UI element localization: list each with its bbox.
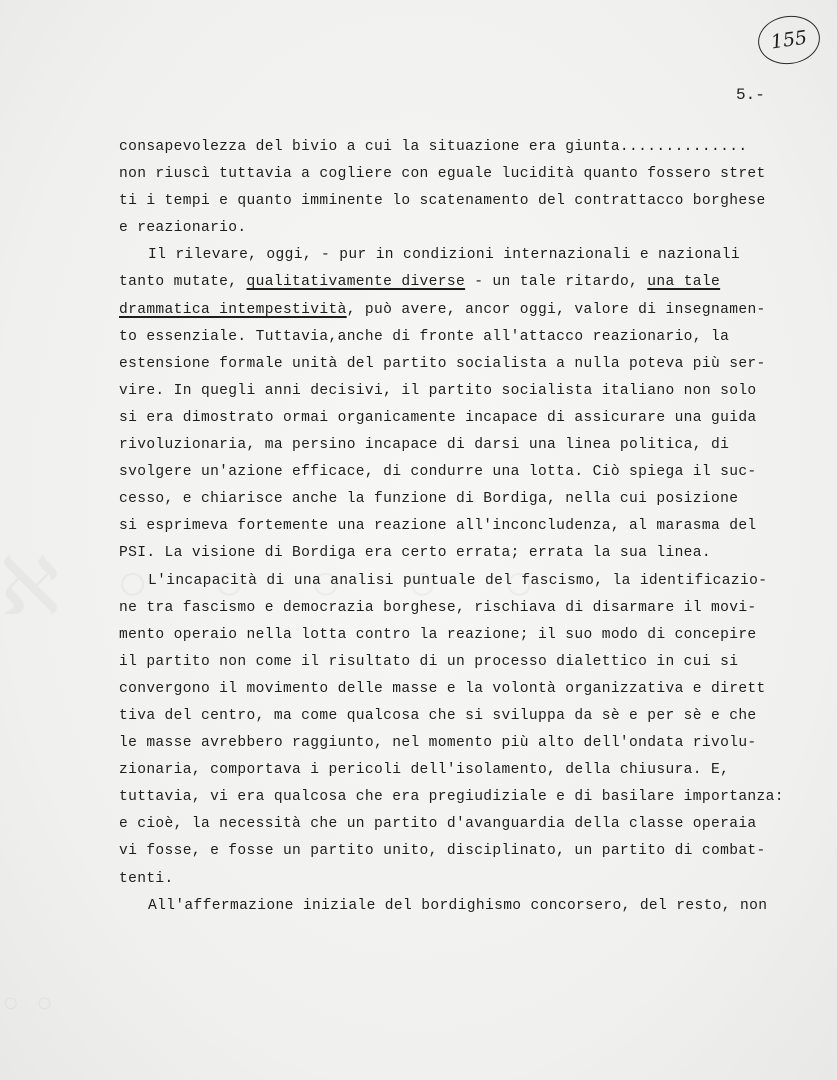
text-segment: non riuscì tuttavia a cogliere con eguale lucidità quanto fossero stret xyxy=(119,166,766,183)
text-line xyxy=(119,838,837,865)
text-segment: svolgere un'azione efficace, di condurre una lotta. Ciò spiega il suc- xyxy=(119,464,757,481)
text-line xyxy=(119,459,837,486)
text-line xyxy=(119,595,837,622)
stamp-number: 155 xyxy=(769,26,809,54)
text-line xyxy=(119,297,837,324)
text-line xyxy=(119,486,837,513)
page-number: 5.- xyxy=(736,86,765,104)
text-line xyxy=(119,242,837,269)
text-segment: le masse avrebbero raggiunto, nel momento più alto dell'ondata rivolu- xyxy=(119,735,757,752)
text-segment: si esprimeva fortemente una reazione all'inconcludenza, al marasma del xyxy=(119,518,757,535)
archive-page-stamp xyxy=(755,12,823,68)
text-line xyxy=(119,188,837,215)
text-line xyxy=(119,513,837,540)
text-line xyxy=(119,866,837,893)
text-segment: rivoluzionaria, ma persino incapace di darsi una linea politica, di xyxy=(119,437,730,454)
text-segment: tuttavia, vi era qualcosa che era pregiudiziale e di basilare importanza: xyxy=(119,789,784,806)
text-line xyxy=(119,649,837,676)
text-line xyxy=(119,134,837,161)
typewritten-body xyxy=(119,134,837,920)
underlined-phrase: drammatica intempestività xyxy=(119,301,347,318)
text-segment: tenti. xyxy=(119,870,174,887)
text-line xyxy=(119,893,837,920)
text-segment: il partito non come il risultato di un processo dialettico in cui si xyxy=(119,653,739,670)
text-line xyxy=(119,676,837,703)
text-segment: mento operaio nella lotta contro la reazione; il suo modo di concepire xyxy=(119,626,757,643)
text-line xyxy=(119,784,837,811)
text-line xyxy=(119,378,837,405)
underlined-phrase: qualitativamente diverse xyxy=(246,274,466,291)
text-line xyxy=(119,215,837,242)
text-segment: zionaria, comportava i pericoli dell'isolamento, della chiusura. E, xyxy=(119,762,730,779)
text-line xyxy=(119,324,837,351)
text-line xyxy=(119,730,837,757)
text-line xyxy=(119,540,837,567)
text-segment: estensione formale unità del partito socialista a nulla poteva più ser- xyxy=(119,355,766,372)
text-line xyxy=(119,269,837,296)
text-segment: L'incapacità di una analisi puntuale del fascismo, la identificazio- xyxy=(148,572,768,589)
text-segment: tanto mutate, xyxy=(119,274,247,291)
text-segment: si era dimostrato ormai organicamente incapace di assicurare una guida xyxy=(119,409,757,426)
text-segment: cesso, e chiarisce anche la funzione di Bordiga, nella cui posizione xyxy=(119,491,739,508)
text-segment: convergono il movimento delle masse e la volontà organizzativa e dirett xyxy=(119,680,766,697)
background-watermark-corner xyxy=(0,985,55,1025)
text-line xyxy=(119,568,837,595)
underlined-phrase: una tale xyxy=(647,274,721,291)
text-line xyxy=(119,351,837,378)
text-segment: e reazionario. xyxy=(119,220,247,237)
text-segment: Il rilevare, oggi, - pur in condizioni internazionali e nazionali xyxy=(148,247,740,264)
text-segment: ti i tempi e quanto imminente lo scatenamento del contrattacco borghese xyxy=(119,193,766,210)
text-line xyxy=(119,703,837,730)
text-segment: ne tra fascismo e democrazia borghese, rischiava di disarmare il movi- xyxy=(119,599,757,616)
text-segment: e cioè, la necessità che un partito d'avanguardia della classe operaia xyxy=(119,816,757,833)
text-segment: - un tale ritardo, xyxy=(465,274,648,291)
text-segment: to essenziale. Tuttavia,anche di fronte all'attacco reazionario, la xyxy=(119,328,730,345)
text-segment: consapevolezza del bivio a cui la situazione era giunta.............. xyxy=(119,139,748,155)
text-segment: vire. In quegli anni decisivi, il partito socialista italiano non solo xyxy=(119,382,757,399)
text-line xyxy=(119,757,837,784)
text-line xyxy=(119,405,837,432)
text-segment: PSI. La visione di Bordiga era certo errata; errata la sua linea. xyxy=(119,545,711,562)
text-line xyxy=(119,161,837,188)
text-line xyxy=(119,811,837,838)
text-line xyxy=(119,622,837,649)
text-segment: All'affermazione iniziale del bordighismo concorsero, del resto, non xyxy=(148,897,768,914)
text-segment: vi fosse, e fosse un partito unito, disciplinato, un partito di combat- xyxy=(119,843,766,860)
text-segment: , può avere, ancor oggi, valore di insegnamen- xyxy=(346,301,766,318)
text-line xyxy=(119,432,837,459)
text-segment: tiva del centro, ma come qualcosa che si sviluppa da sè e per sè e che xyxy=(119,707,757,724)
